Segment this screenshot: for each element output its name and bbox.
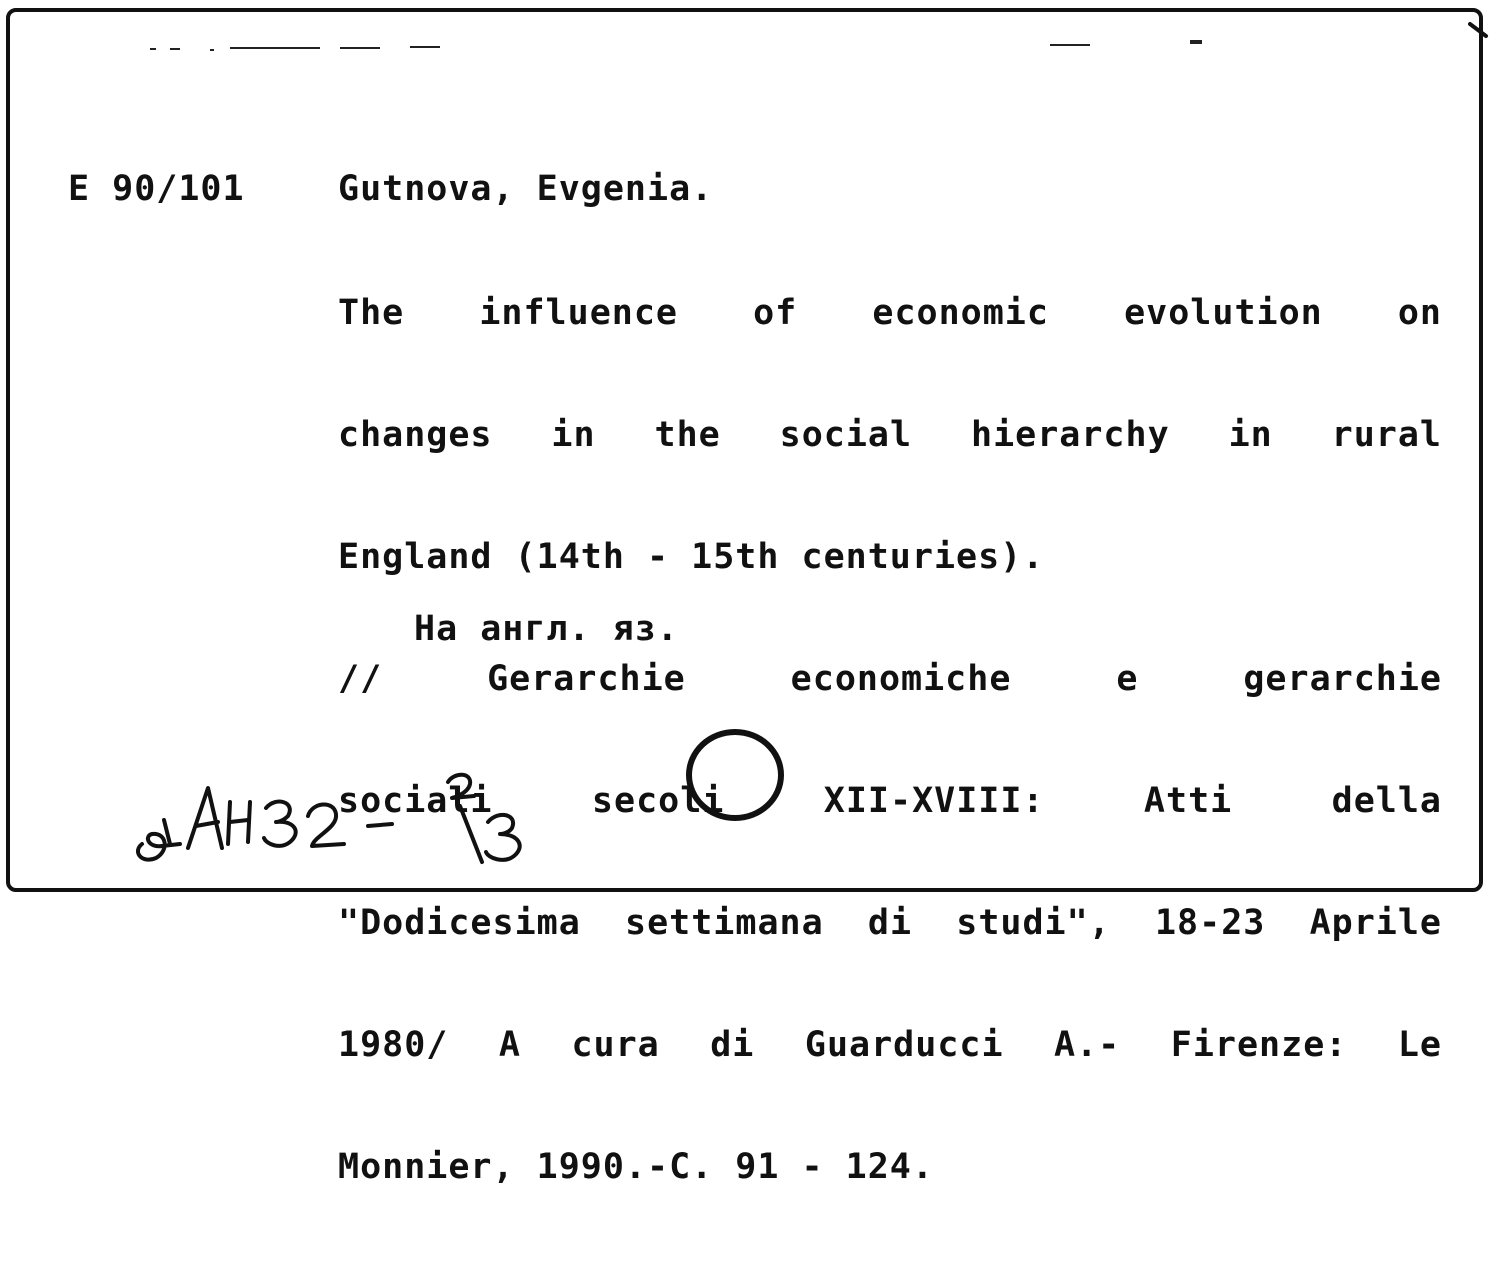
description-line: Monnier, 1990.-C. 91 - 124. (338, 1147, 934, 1187)
description-line: The influence of economic evolution on (338, 293, 1442, 333)
language-note: На англ. яз. (414, 609, 679, 649)
description-line: // Gerarchie economiche e gerarchie (338, 659, 1442, 699)
scan-specks (150, 40, 1350, 54)
circle-mark (686, 729, 784, 821)
handwritten-code (130, 762, 560, 872)
description-line: changes in the social hierarchy in rural (338, 415, 1442, 455)
catalog-card (6, 8, 1483, 1187)
shelfmark: Е 90/101 (68, 169, 245, 209)
author-heading: Gutnova, Evgenia. (338, 169, 714, 209)
corner-tick-mark (1468, 20, 1491, 44)
description-line: England (14th - 15th centuries). (338, 537, 1045, 577)
description-line: "Dodicesima settimana di studi", 18-23 Aprile (338, 903, 1442, 943)
title-description-block (338, 217, 1442, 1263)
description-line: 1980/ A cura di Guarducci A.- Firenze: Le (338, 1025, 1442, 1065)
description-line: sociali secoli XII-XVIII: Atti della (338, 781, 1442, 821)
